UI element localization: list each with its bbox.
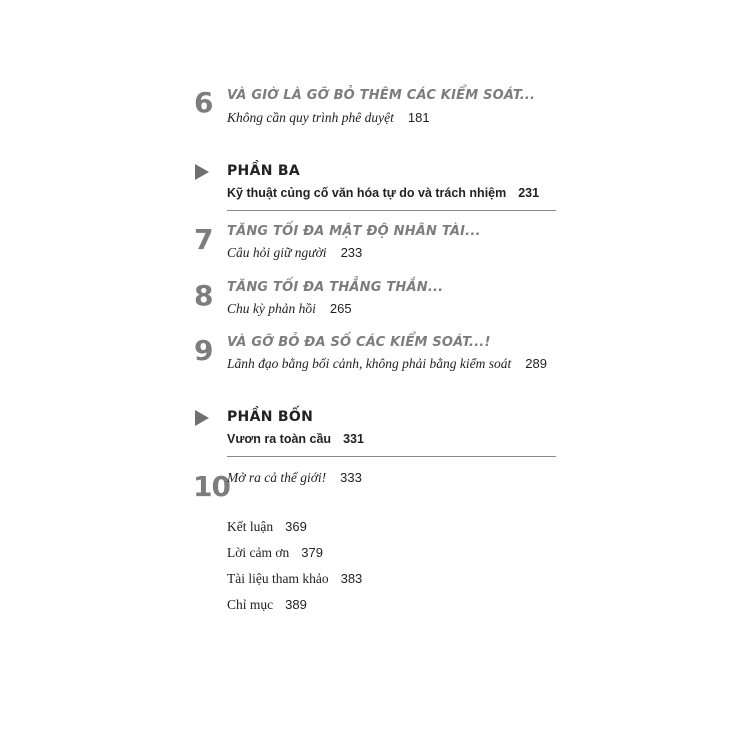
part-subtitle: [227, 432, 364, 446]
chapter-title: TĂNG TỐI ĐA MẬT ĐỘ NHÂN TÀI...: [227, 224, 481, 239]
chapter-number: 6: [194, 86, 213, 119]
chapter-number: 10: [193, 470, 230, 503]
part-subtitle-text: Kỹ thuật củng cố văn hóa tự do và trách nhiệm: [227, 186, 507, 200]
back-matter-label: Chỉ mục: [227, 597, 274, 612]
toc-back-matter-item[interactable]: [227, 545, 323, 561]
page-number: 181: [407, 110, 430, 125]
triangle-marker-icon: [195, 164, 209, 180]
part-subtitle-text: Vươn ra toàn cầu: [227, 432, 332, 446]
chapter-subtitle: [227, 470, 362, 486]
chapter-subtitle-text: Lãnh đạo bằng bối cảnh, không phải bằng kiểm soát: [227, 356, 512, 371]
chapter-subtitle: [227, 301, 352, 317]
part-title: PHẦN BỐN: [227, 409, 314, 425]
toc-back-matter-item[interactable]: [227, 571, 362, 587]
chapter-title: VÀ GIỜ LÀ GỠ BỎ THÊM CÁC KIỂM SOÁT...: [227, 88, 536, 103]
chapter-subtitle-text: Không cần quy trình phê duyệt: [227, 110, 394, 125]
page-number: 389: [285, 597, 307, 612]
back-matter-label: Lời cảm ơn: [227, 545, 290, 560]
part-title: PHẦN BA: [227, 163, 301, 179]
chapter-title: TĂNG TỐI ĐA THẲNG THẮN...: [227, 280, 444, 295]
chapter-subtitle-text: Mở ra cả thế giới!: [227, 470, 327, 485]
chapter-number: 7: [194, 223, 213, 256]
chapter-subtitle: [227, 356, 547, 372]
page-number: 233: [340, 245, 363, 260]
page-number: 265: [329, 301, 352, 316]
page-number: 331: [343, 432, 364, 446]
back-matter-label: Tài liệu tham khảo: [227, 571, 329, 586]
triangle-marker-icon: [195, 410, 209, 426]
chapter-title: VÀ GỠ BỎ ĐA SỐ CÁC KIỂM SOÁT...!: [227, 335, 491, 350]
page-number: 383: [340, 571, 363, 586]
page-number: 369: [285, 519, 307, 534]
page-number: 289: [525, 356, 547, 371]
page-number: 333: [340, 470, 362, 485]
page-number: 231: [518, 186, 540, 200]
chapter-subtitle: [227, 245, 362, 261]
chapter-subtitle-text: Câu hỏi giữ người: [227, 245, 327, 260]
chapter-subtitle-text: Chu kỳ phản hồi: [227, 301, 316, 316]
chapter-number: 8: [194, 279, 213, 312]
divider: [227, 210, 556, 211]
back-matter-label: Kết luận: [227, 519, 274, 534]
divider: [227, 456, 556, 457]
chapter-number: 9: [194, 334, 213, 367]
toc-back-matter-item[interactable]: [227, 519, 307, 535]
part-subtitle: [227, 186, 539, 200]
chapter-subtitle: [227, 110, 430, 126]
page-number: 379: [301, 545, 323, 560]
toc-back-matter-item[interactable]: [227, 597, 307, 613]
